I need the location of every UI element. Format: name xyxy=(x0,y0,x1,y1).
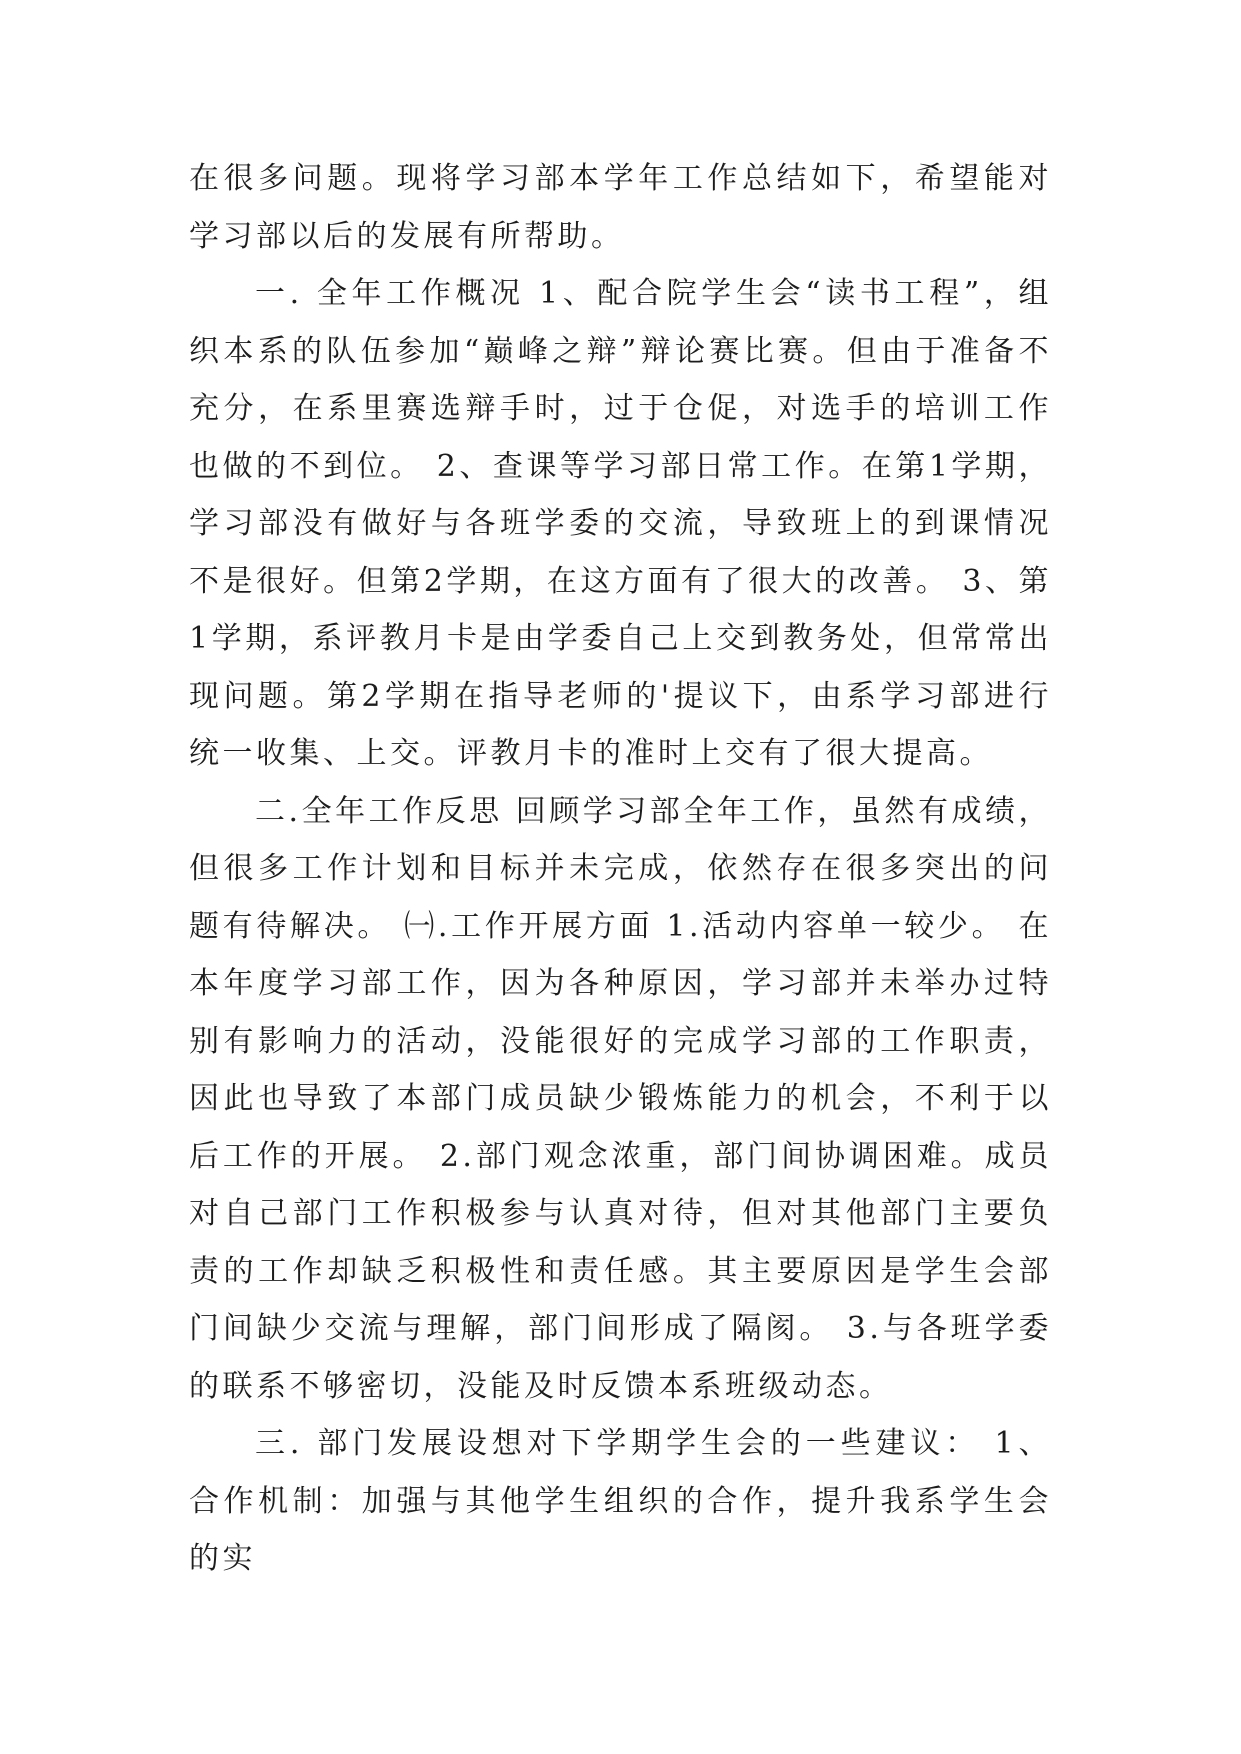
paragraph-section-3-plans: 三. 部门发展设想对下学期学生会的一些建议： 1、合作机制：加强与其他学生组织的合作，提升我系学生会的实 xyxy=(189,1426,1052,1576)
document-body xyxy=(189,150,1052,1588)
paragraph-section-2-reflection: 二.全年工作反思 回顾学习部全年工作，虽然有成绩，但很多工作计划和目标并未完成，依然存在很多突出的问题有待解决。 ㈠.工作开展方面 1.活动内容单一较少。 在本年度学习部工作，因为各种原因，学习部并未举办过特别有影响力的活动，没能很好的完成学习部的工作职责，因此也导致了本部门成员缺少锻炼能力的机会，不利于以后工作的开展。 2.部门观念浓重，部门间协调困难。成员对自己部门工作积极参与认真对待，但对其他部门主要负责的工作却缺乏积极性和责任感。其主要原因是学生会部门间缺少交流与理解，部门间形成了隔阂。 3.与各班学委的联系不够密切，没能及时反馈本系班级动态。 xyxy=(189,793,1052,1404)
paragraph-section-1-overview: 一. 全年工作概况 1、配合院学生会“读书工程”，组织本系的队伍参加“巅峰之辩”辩论赛比赛。但由于准备不充分，在系里赛选辩手时，过于仓促，对选手的培训工作也做的不到位。 2、查课等学习部日常工作。在第1学期，学习部没有做好与各班学委的交流，导致班上的到课情况不是很好。但第2学期，在这方面有了很大的改善。 3、第1学期，系评教月卡是由学委自己上交到教务处，但常常出现问题。第2学期在指导老师的'提议下，由系学习部进行统一收集、上交。评教月卡的准时上交有了很大提高。 xyxy=(189,276,1052,771)
paragraph-intro-continuation: 在很多问题。现将学习部本学年工作总结如下，希望能对学习部以后的发展有所帮助。 xyxy=(189,161,1052,254)
